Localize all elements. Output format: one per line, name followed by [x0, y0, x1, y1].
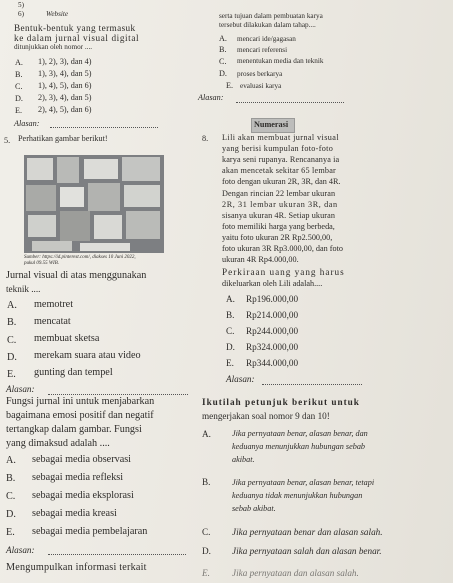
- question-line: bagaimana emosi positif dan negatif: [6, 410, 154, 421]
- option-key: A.: [6, 455, 16, 466]
- option-text: merekam suara atau video: [34, 350, 141, 361]
- option-text: Rp196.000,00: [246, 294, 299, 304]
- answer-line: [236, 102, 344, 103]
- option-key: A.: [15, 58, 23, 67]
- question-line: Fungsi jurnal ini untuk menjabarkan: [6, 396, 155, 407]
- option-key: C.: [226, 326, 235, 336]
- question-text: Perhatikan gambar berikut!: [18, 134, 108, 143]
- option-key: A.: [202, 429, 211, 439]
- question-stem-line: ke dalam jurnal visual digital: [14, 33, 140, 43]
- item-number-6: 6): [18, 10, 24, 18]
- option-text: sebagai media kreasi: [32, 508, 117, 519]
- option-text: sebagai media pembelajaran: [32, 526, 148, 537]
- question-stem-line: Bentuk-bentuk yang termasuk: [14, 23, 136, 33]
- option-key: E.: [7, 369, 16, 380]
- option-text: proses berkarya: [237, 70, 283, 78]
- instruction-text: Jika pernyataan benar dan alasan salah.: [232, 527, 383, 537]
- option-text: 2), 4), 5), dan 6): [38, 105, 92, 114]
- option-key: D.: [202, 546, 211, 556]
- next-question-line: Mengumpulkan informasi terkait: [6, 562, 147, 573]
- option-text: mencatat: [34, 316, 71, 327]
- option-text: sebagai media refleksi: [32, 472, 124, 483]
- question-line: Lili akan membuat jurnal visual: [222, 133, 339, 142]
- option-text: Rp324.000,00: [246, 342, 299, 352]
- option-key: A.: [219, 34, 227, 43]
- option-text: menentukan media dan teknik: [237, 57, 324, 65]
- option-key: C.: [202, 527, 211, 537]
- option-key: D.: [219, 69, 227, 78]
- option-text: 1), 2), 3), dan 4): [38, 57, 92, 66]
- question-number: 8.: [202, 134, 209, 143]
- option-key: D.: [6, 509, 16, 520]
- option-key: D.: [7, 352, 17, 363]
- option-key: C.: [6, 491, 16, 502]
- instruction-text: Jika pernyataan benar, alasan benar, tetapi: [232, 478, 375, 487]
- question-number: 5.: [4, 136, 11, 145]
- instruction-text: keduanya tidak menunjukkan hubungan: [232, 491, 363, 500]
- question-line: akan mencetak sekitar 65 lembar: [222, 166, 336, 175]
- answer-line: [262, 384, 362, 385]
- question-line: yang dimaksud adalah ....: [6, 438, 110, 449]
- answer-line: [48, 394, 188, 395]
- question-line: Perkiraan uang yang harus: [222, 267, 345, 277]
- question-stem-line: Jurnal visual di atas menggunakan: [6, 270, 147, 281]
- item-label-website: Website: [46, 10, 69, 18]
- question-line: karya seni rupanya. Rencananya ia: [222, 155, 340, 164]
- visual-journal-photo: [24, 155, 164, 253]
- image-source: pukul 09.55 WIB.: [24, 261, 59, 266]
- option-text: gunting dan tempel: [34, 367, 113, 378]
- instruction-title: Ikutilah petunjuk berikut untuk: [202, 397, 360, 407]
- alasan-label: Alasan:: [226, 374, 255, 384]
- option-key: C.: [15, 82, 23, 91]
- alasan-label: Alasan:: [14, 119, 40, 128]
- option-key: D.: [15, 94, 23, 103]
- option-key: A.: [7, 300, 17, 311]
- option-text: mencari referensi: [237, 46, 288, 54]
- option-key: E.: [15, 106, 23, 115]
- question-line: foto memiliki harga yang berbeda,: [222, 222, 335, 231]
- instruction-text: keduanya menunjukkan hubungan sebab: [232, 442, 366, 451]
- question-line: yang berisi kumpulan foto-foto: [222, 144, 334, 153]
- option-text: evaluasi karya: [240, 82, 282, 90]
- option-key: A.: [226, 294, 235, 304]
- question-line: ukuran 4R Rp4.000,00.: [222, 255, 299, 264]
- option-text: Rp344.000,00: [246, 358, 299, 368]
- option-key: E.: [226, 358, 234, 368]
- question-stem-line: ditunjukkan oleh nomor ....: [14, 43, 93, 51]
- option-text: Rp214.000,00: [246, 310, 299, 320]
- item-number-5: 5): [18, 1, 24, 9]
- option-text: 1), 4), 5), dan 6): [38, 81, 92, 90]
- answer-line: [48, 554, 186, 555]
- question-line: Dengan rincian 22 lembar ukuran: [222, 189, 336, 198]
- option-key: B.: [7, 317, 17, 328]
- option-key: E.: [6, 527, 15, 538]
- question-stem-line: serta tujuan dalam pembuatan karya: [219, 12, 323, 20]
- option-text: sebagai media observasi: [32, 454, 132, 465]
- question-line: yaitu foto ukuran 2R Rp2.500,00,: [222, 233, 333, 242]
- instruction-text: Jika pernyataan benar, alasan benar, dan: [232, 429, 368, 438]
- option-key: E.: [202, 568, 210, 578]
- option-text: Rp244.000,00: [246, 326, 299, 336]
- question-line: tertangkap dalam gambar. Fungsi: [6, 424, 142, 435]
- option-key: B.: [6, 473, 16, 484]
- question-line: foto ukuran 3R Rp3.000,00, dan foto: [222, 244, 343, 253]
- option-key: B.: [15, 70, 23, 79]
- option-text: 2), 3), 4), dan 5): [38, 93, 92, 102]
- instruction-text: Jika pernyataan dan alasan salah.: [232, 568, 359, 578]
- option-text: membuat sketsa: [34, 333, 100, 344]
- question-line: dikeluarkan oleh Lili adalah....: [222, 279, 323, 288]
- question-line: sisanya ukuran 4R. Setiap ukuran: [222, 211, 336, 220]
- instruction-title: mengerjakan soal nomor 9 dan 10!: [202, 411, 330, 421]
- option-text: sebagai media eksplorasi: [32, 490, 134, 501]
- alasan-label: Alasan:: [6, 384, 35, 394]
- instruction-text: akibat.: [232, 455, 255, 464]
- answer-line: [50, 127, 158, 128]
- option-key: B.: [219, 45, 227, 54]
- instruction-text: sebab akibat.: [232, 504, 276, 513]
- option-key: D.: [226, 342, 235, 352]
- question-stem-line: tersebut dilakukan dalam tahap....: [219, 21, 316, 29]
- option-key: C.: [219, 57, 227, 66]
- option-key: B.: [226, 310, 235, 320]
- instruction-text: Jika pernyataan salah dan alasan benar.: [232, 546, 382, 556]
- numerasi-label: Numerasi: [254, 120, 289, 129]
- alasan-label: Alasan:: [198, 93, 224, 102]
- question-stem-line: teknik ....: [6, 284, 41, 294]
- option-key: B.: [202, 477, 211, 487]
- option-key: C.: [7, 335, 17, 346]
- question-line: 2R, 31 lembar ukuran 3R, dan: [222, 200, 338, 209]
- option-text: memotret: [34, 299, 74, 310]
- option-text: 1), 3), 4), dan 5): [38, 69, 92, 78]
- alasan-label: Alasan:: [6, 545, 35, 555]
- option-key: E.: [226, 81, 234, 90]
- option-text: mencari ide/gagasan: [237, 35, 296, 43]
- question-line: foto dengan ukuran 2R, 3R, dan 4R.: [222, 177, 341, 186]
- image-source: Sumber: https://id.pinterest.com/, diakses 10 Juni 2022,: [24, 255, 136, 260]
